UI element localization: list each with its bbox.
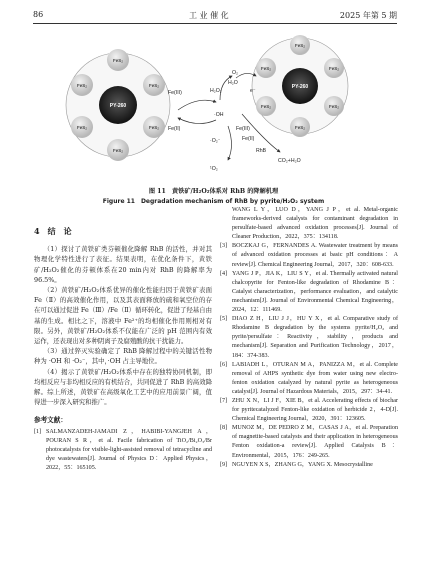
journal-name: 工 业 催 化 [189,11,229,20]
fes2-label: FeS₂ [77,125,87,130]
species-rhb: RhB [256,148,267,154]
fes2-label: FeS₂ [329,104,339,109]
fes2-label: FeS₂ [77,83,87,88]
species-h2o2: H₂O₂ [210,88,222,94]
fes2-label: FeS₂ [113,148,123,153]
species-electron: e⁻ [250,88,256,94]
fes2-label: FeS₂ [295,125,305,130]
reference-item: [4] YANG J P，JIA K，LIU S Y，et al. Thermally activated natural chalcopyrite for Fenton-like degradation of Rhodamine B：Catalyst characterization，performance evaluation，and catalytic mechanism[J]. Journal of Environmental Chemical Engineering，2024，12：111469. [220,270,398,314]
mechanism-figure [60,30,360,182]
left-cluster [66,49,170,161]
fes2-label: FeS₂ [149,125,159,130]
conclusion-para-1: （1）探讨了黄铁矿类芬顿催化降解 RhB 的活性，并对其物理化学特性进行了表征。结果表明，在优化条件下，黄铁矿/H₂O₂催化的芬顿体系在20 min内对 RhB 的降解率为 96.5%。 [34,245,212,284]
species-oh: ·OH [214,112,224,118]
figure-caption-cn: 图 11 黄铁矿/H₂O₂体系对 RhB 的降解机理 [148,188,279,195]
reference-item: [9] NGUYEN X S，ZHANG G，YANG X. Mesocrystalline [220,461,373,468]
left-column [34,218,212,473]
reference-item: [7] ZHU X N，LI J F，XIE B，et al. Accelerating effects of biochar for pyritecatalyzed Fenton-like oxidation of herbicide 2，4-D[J]. Chemical Engineering Journal，2020，391：123605. [220,397,398,423]
species-o2-radical: ·O₂⁻ [210,138,221,144]
species-h2o: H₂O [228,80,238,86]
conclusion-para-3: （3）通过猝灭实验确定了 RhB 降解过程中的关键活性物种为 ·OH 和 ·O₂⁻，其中，·OH 占主导地位。 [34,347,212,366]
references-heading: 参考文献： [34,416,67,425]
core-label: PY-260 [109,103,127,109]
species-fe2: Fe(II) [168,126,181,132]
fes2-label: FeS₂ [113,58,123,63]
fes2-label: FeS₂ [261,104,271,109]
reference-item: [8] MUNOZ M，DE PEDRO Z M，CASAS J A，et al. Preparation of magnetite-based catalysts and their application in heterogeneous Fenton oxidation-a review[J]. Applied Catalysis B：Environmental，2015，176：249-265. [220,425,398,459]
right-column [220,206,398,470]
reference-item: [5] DIAO Z H，LIU J J，HU Y X，et al. Comparative study of Rhodamine B degradation by the systems pyrite/H₂O₂ and pyrite/persulfate：Reactivity，stability，products and mechanism[J]. Separation and Purification Technology，2017，184：374-383. [220,316,398,359]
core-label: PY-260 [291,84,309,90]
species-fe3: Fe(III) [168,90,182,96]
header-rule [33,23,397,24]
figure-caption-en: Figure 11 Degradation mechanism of RhB by pyrite/H₂O₂ system [102,198,325,205]
conclusion-para-2: （2）黄铁矿/H₂O₂体系优异的催化性能归因于黄铁矿表面 Fe（Ⅱ）的高效催化作用，以及其表面释放的硫和氧空位的存在可以通过促进 Fe（Ⅲ）/Fe（Ⅱ）循环转化，促进了羟基自由基的生成。相比之下，溶液中 Fe²⁺的均相催化作用则相对有限。另外，黄铁矿/H₂O₂体系不仅能在广泛的 pH 范围内有效运作，还表现出对多种阴离子及腐殖酸的抗干扰能力。 [34,286,212,346]
fes2-label: FeS₂ [329,66,339,71]
species-products: CO₂+H₂O [278,158,301,164]
species-singlet-o2: ¹O₂ [210,166,218,172]
running-header [33,6,397,24]
reference-item: WANG L Y，LUO D，YANG J P，et al. Metal-organic frameworks-derived catalysts for contaminant degradation in persulfate-based advanced oxidation processes[J]. Journal of Cleaner Production，2022，375：134118. [232,207,398,241]
issue-label: 2025 年第 5 期 [339,11,397,20]
fes2-label: FeS₂ [149,83,159,88]
fes2-label: FeS₂ [261,66,271,71]
species-fe3-b: Fe(III) [236,126,250,132]
section-heading: 4 结 论 [34,226,72,236]
species-fe2-b: Fe(II) [242,136,255,142]
reference-item: [3] BOCZKAJ G，FERNANDES A. Wastewater treatment by means of advanced oxidation processes at basic pH conditions：A review[J]. Chemical Engineering Journal，2017，320：608-633. [220,243,398,268]
species-o2: O₂ [232,70,239,76]
page-number: 86 [33,10,44,19]
reference-item: [1] SALMANZADEH-JAMADI Z，HABIBI-YANGJEH A，POURAN S R，et al. Facile fabrication of TiO₂/Bi₂O₃/Br photocatalysts for visible-light-assisted removal of tetracycline and dye wastewaters[J]. Journal of Physics D：Applied Physics，2022，55：165105. [34,428,212,472]
right-cluster [252,35,348,137]
reference-item: [6] LABIADH L，OTURAN M A，PANIZZA M，et al. Complete removal of AHPS synthetic dye from water using new electro-fenton oxidation catalyzed by natural pyrite as heterogeneous catalyst[J]. Journal of Hazardous Materials，2015，297：34-41. [220,361,398,395]
conclusion-para-4: （4）揭示了黄铁矿/H₂O₂体系中存在的独特协同机制，即均相反应与非均相反应的有机结合，共同促进了 RhB 的高效降解。综上所述，黄铁矿在高级氧化工艺中的应用前景广阔，值得进一步深入研究和推广。 [34,367,212,407]
fes2-label: FeS₂ [295,43,305,48]
